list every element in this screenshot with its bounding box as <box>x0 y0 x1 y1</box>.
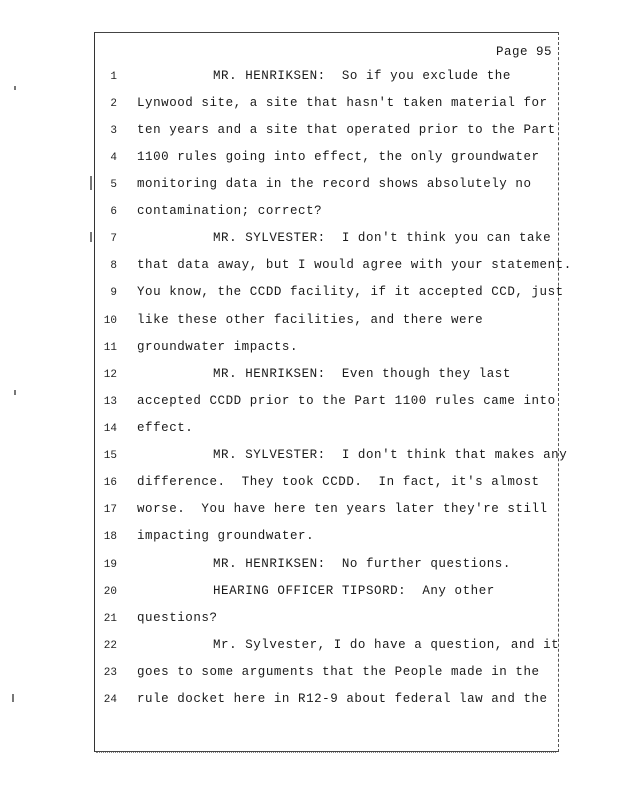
scan-artifact <box>90 176 92 190</box>
line-number: 24 <box>103 694 117 706</box>
transcript-line <box>95 340 558 360</box>
line-number: 15 <box>103 450 117 462</box>
transcript-line <box>95 611 558 631</box>
transcript-line <box>95 638 558 658</box>
line-text: MR. HENRIKSEN: So if you exclude the <box>213 69 511 83</box>
line-text: effect. <box>137 421 194 435</box>
transcript-line <box>95 123 558 143</box>
line-number: 12 <box>103 369 117 381</box>
line-number: 16 <box>103 477 117 489</box>
line-text: rule docket here in R12-9 about federal law and the <box>137 692 548 706</box>
line-text: like these other facilities, and there were <box>137 313 484 327</box>
transcript-line <box>95 557 558 577</box>
line-number: 22 <box>103 640 117 652</box>
scan-artifact <box>14 86 16 90</box>
transcript-line <box>95 367 558 387</box>
scan-artifact <box>90 232 92 242</box>
transcript-line <box>95 448 568 468</box>
line-text: HEARING OFFICER TIPSORD: Any other <box>213 584 495 598</box>
line-text: Lynwood site, a site that hasn't taken material for <box>137 96 548 110</box>
line-text: MR. HENRIKSEN: Even though they last <box>213 367 511 381</box>
line-number: 20 <box>103 586 117 598</box>
line-text: goes to some arguments that the People made in the <box>137 665 540 679</box>
line-text: worse. You have here ten years later they're still <box>137 502 548 516</box>
line-text: groundwater impacts. <box>137 340 299 354</box>
transcript-line <box>95 69 558 89</box>
line-number: 14 <box>103 423 117 435</box>
transcript-line <box>95 204 558 224</box>
line-number: 19 <box>103 559 117 571</box>
scan-artifact-bottom <box>96 752 556 753</box>
transcript-line <box>95 584 558 604</box>
line-number: 21 <box>103 613 117 625</box>
line-number: 17 <box>103 504 117 516</box>
line-text: Mr. Sylvester, I do have a question, and it <box>213 638 560 652</box>
scan-artifact <box>14 390 16 395</box>
line-number: 11 <box>103 342 117 354</box>
line-number: 9 <box>110 287 117 299</box>
line-number: 1 <box>110 71 117 83</box>
transcript-line <box>95 285 564 305</box>
line-text: 1100 rules going into effect, the only groundwater <box>137 150 540 164</box>
line-number: 18 <box>103 531 117 543</box>
line-text: difference. They took CCDD. In fact, it's almost <box>137 475 540 489</box>
transcript-line <box>95 258 572 278</box>
transcript-line <box>95 665 558 685</box>
line-text: that data away, but I would agree with your statement. <box>137 258 572 272</box>
transcript-line <box>95 150 558 170</box>
line-text: MR. SYLVESTER: I don't think that makes any <box>213 448 568 462</box>
transcript-line <box>95 502 558 522</box>
transcript-line <box>95 529 558 549</box>
transcript-line <box>95 421 558 441</box>
line-number: 8 <box>110 260 117 272</box>
line-number: 2 <box>110 98 117 110</box>
line-number: 3 <box>110 125 117 137</box>
line-text: ten years and a site that operated prior to the Part <box>137 123 556 137</box>
line-number: 4 <box>110 152 117 164</box>
transcript-line <box>95 313 558 333</box>
line-text: You know, the CCDD facility, if it accepted CCD, just <box>137 285 564 299</box>
line-text: MR. HENRIKSEN: No further questions. <box>213 557 511 571</box>
line-text: MR. SYLVESTER: I don't think you can take <box>213 231 552 245</box>
line-text: impacting groundwater. <box>137 529 315 543</box>
line-text: monitoring data in the record shows absolutely no <box>137 177 532 191</box>
transcript-line <box>95 231 558 251</box>
transcript-line <box>95 692 558 712</box>
page-number: Page 95 <box>495 45 552 59</box>
transcript-line <box>95 177 558 197</box>
line-number: 10 <box>103 315 117 327</box>
line-number: 7 <box>110 233 117 245</box>
transcript-line <box>95 475 558 495</box>
line-number: 23 <box>103 667 117 679</box>
line-number: 5 <box>110 179 117 191</box>
transcript-page <box>94 32 572 752</box>
transcript-line <box>95 394 558 414</box>
scan-artifact <box>12 694 14 702</box>
transcript-line <box>95 96 558 116</box>
line-text: accepted CCDD prior to the Part 1100 rules came into <box>137 394 556 408</box>
line-text: questions? <box>137 611 218 625</box>
line-number: 6 <box>110 206 117 218</box>
line-text: contamination; correct? <box>137 204 323 218</box>
line-number: 13 <box>103 396 117 408</box>
